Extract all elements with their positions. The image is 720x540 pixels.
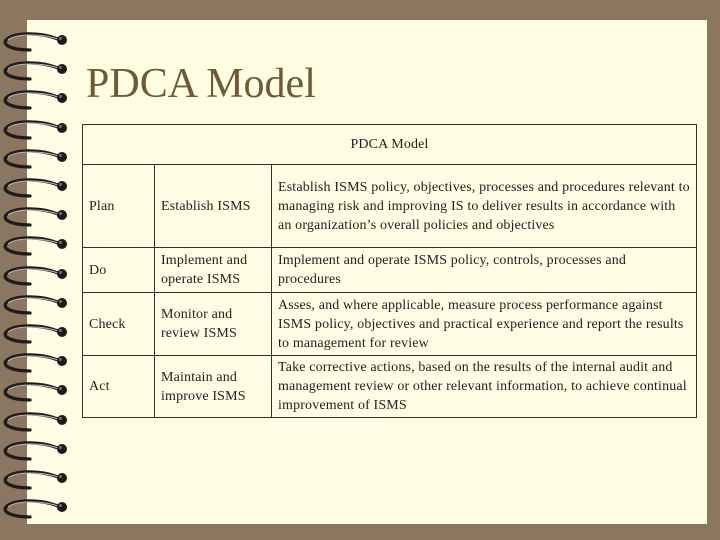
table-row <box>83 356 697 418</box>
binding-ring-icon <box>0 28 78 58</box>
phase-cell: Do <box>83 248 155 293</box>
step-cell: Implement and operate ISMS <box>155 248 272 293</box>
step-cell: Maintain and improve ISMS <box>155 356 272 418</box>
binding-ring-icon <box>0 232 78 262</box>
step-cell: Establish ISMS <box>155 165 272 248</box>
binding-ring-icon <box>0 349 78 379</box>
table-caption: PDCA Model <box>83 125 697 165</box>
table-row <box>83 165 697 248</box>
description-cell: Implement and operate ISMS policy, controls, processes and procedures <box>272 248 697 293</box>
binding-ring-icon <box>0 466 78 496</box>
binding-ring-icon <box>0 437 78 467</box>
spiral-binding-icon <box>0 28 80 518</box>
binding-ring-icon <box>0 203 78 233</box>
binding-ring-icon <box>0 145 78 175</box>
pdca-table <box>82 124 697 418</box>
binding-ring-icon <box>0 320 78 350</box>
table-row <box>83 248 697 293</box>
binding-ring-icon <box>0 174 78 204</box>
binding-ring-icon <box>0 291 78 321</box>
phase-cell: Check <box>83 293 155 356</box>
binding-ring-icon <box>0 86 78 116</box>
binding-ring-icon <box>0 408 78 438</box>
binding-ring-icon <box>0 378 78 408</box>
binding-ring-icon <box>0 495 78 525</box>
binding-ring-icon <box>0 57 78 87</box>
table-row <box>83 293 697 356</box>
step-cell: Monitor and review ISMS <box>155 293 272 356</box>
binding-ring-icon <box>0 262 78 292</box>
phase-cell: Act <box>83 356 155 418</box>
binding-ring-icon <box>0 116 78 146</box>
description-cell: Asses, and where applicable, measure process performance against ISMS policy, objectives and practical experience and report the results to management for review <box>272 293 697 356</box>
description-cell: Establish ISMS policy, objectives, processes and procedures relevant to managing risk and improving IS to deliver results in accordance with an organization’s overall policies and objectives <box>272 165 697 248</box>
slide-title: PDCA Model <box>86 61 316 107</box>
description-cell: Take corrective actions, based on the results of the internal audit and management review or other relevant information, to achieve continual improvement of ISMS <box>272 356 697 418</box>
phase-cell: Plan <box>83 165 155 248</box>
